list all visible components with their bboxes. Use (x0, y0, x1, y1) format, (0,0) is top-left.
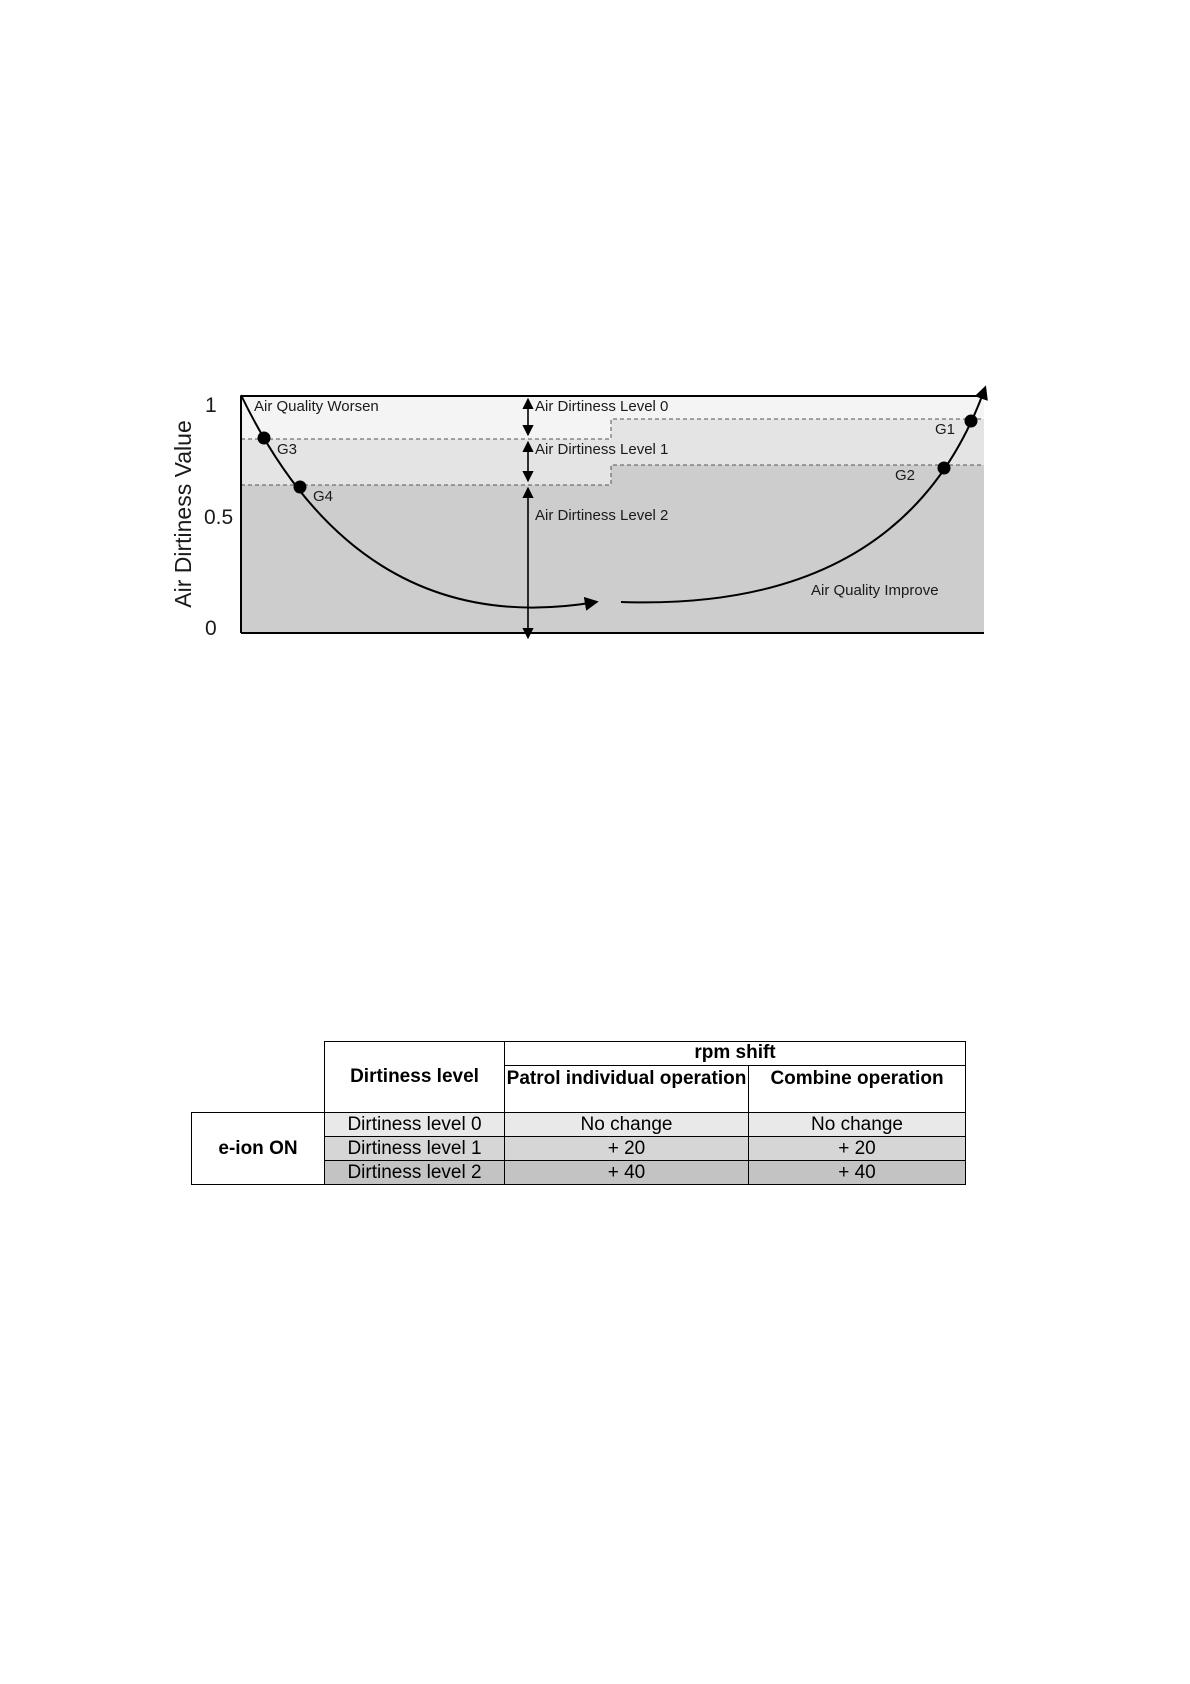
header-dirtiness-level: Dirtiness level (325, 1042, 505, 1113)
g4-label: G4 (313, 488, 334, 505)
level-1-label: Air Dirtiness Level 1 (535, 441, 669, 458)
tick-0: 0 (205, 617, 217, 640)
rpm-shift-table (191, 1041, 966, 1185)
combine-value-cell: No change (749, 1113, 966, 1137)
row-group-e-ion-on: e-ion ON (192, 1113, 325, 1185)
combine-value-cell: + 20 (749, 1137, 966, 1161)
level-2-label: Air Dirtiness Level 2 (535, 507, 669, 524)
tick-0-5: 0.5 (204, 506, 234, 529)
dirtiness-level-cell: Dirtiness level 1 (325, 1137, 505, 1161)
y-axis-label: Air Dirtiness Value (170, 420, 196, 608)
tick-1: 1 (205, 394, 217, 417)
patrol-value-cell: No change (505, 1113, 749, 1137)
air-dirtiness-diagram (0, 0, 1190, 700)
level-0-label: Air Dirtiness Level 0 (535, 398, 669, 415)
header-combine-operation: Combine operation (749, 1066, 966, 1113)
header-patrol-individual-operation: Patrol individual operation (505, 1066, 749, 1113)
combine-value-cell: + 40 (749, 1161, 966, 1185)
point-g2 (938, 462, 951, 475)
patrol-value-cell: + 40 (505, 1161, 749, 1185)
air-quality-worsen-label: Air Quality Worsen (254, 398, 379, 415)
dirtiness-level-cell: Dirtiness level 2 (325, 1161, 505, 1185)
point-g1 (965, 415, 978, 428)
g3-label: G3 (277, 441, 298, 458)
band-level-2 (241, 465, 984, 633)
point-g4 (294, 481, 307, 494)
table-row (192, 1113, 966, 1137)
g2-label: G2 (895, 467, 916, 484)
dirtiness-level-cell: Dirtiness level 0 (325, 1113, 505, 1137)
point-g3 (258, 432, 271, 445)
header-rpm-shift: rpm shift (505, 1042, 966, 1066)
patrol-value-cell: + 20 (505, 1137, 749, 1161)
g1-label: G1 (935, 421, 956, 438)
air-quality-improve-label: Air Quality Improve (811, 582, 939, 599)
